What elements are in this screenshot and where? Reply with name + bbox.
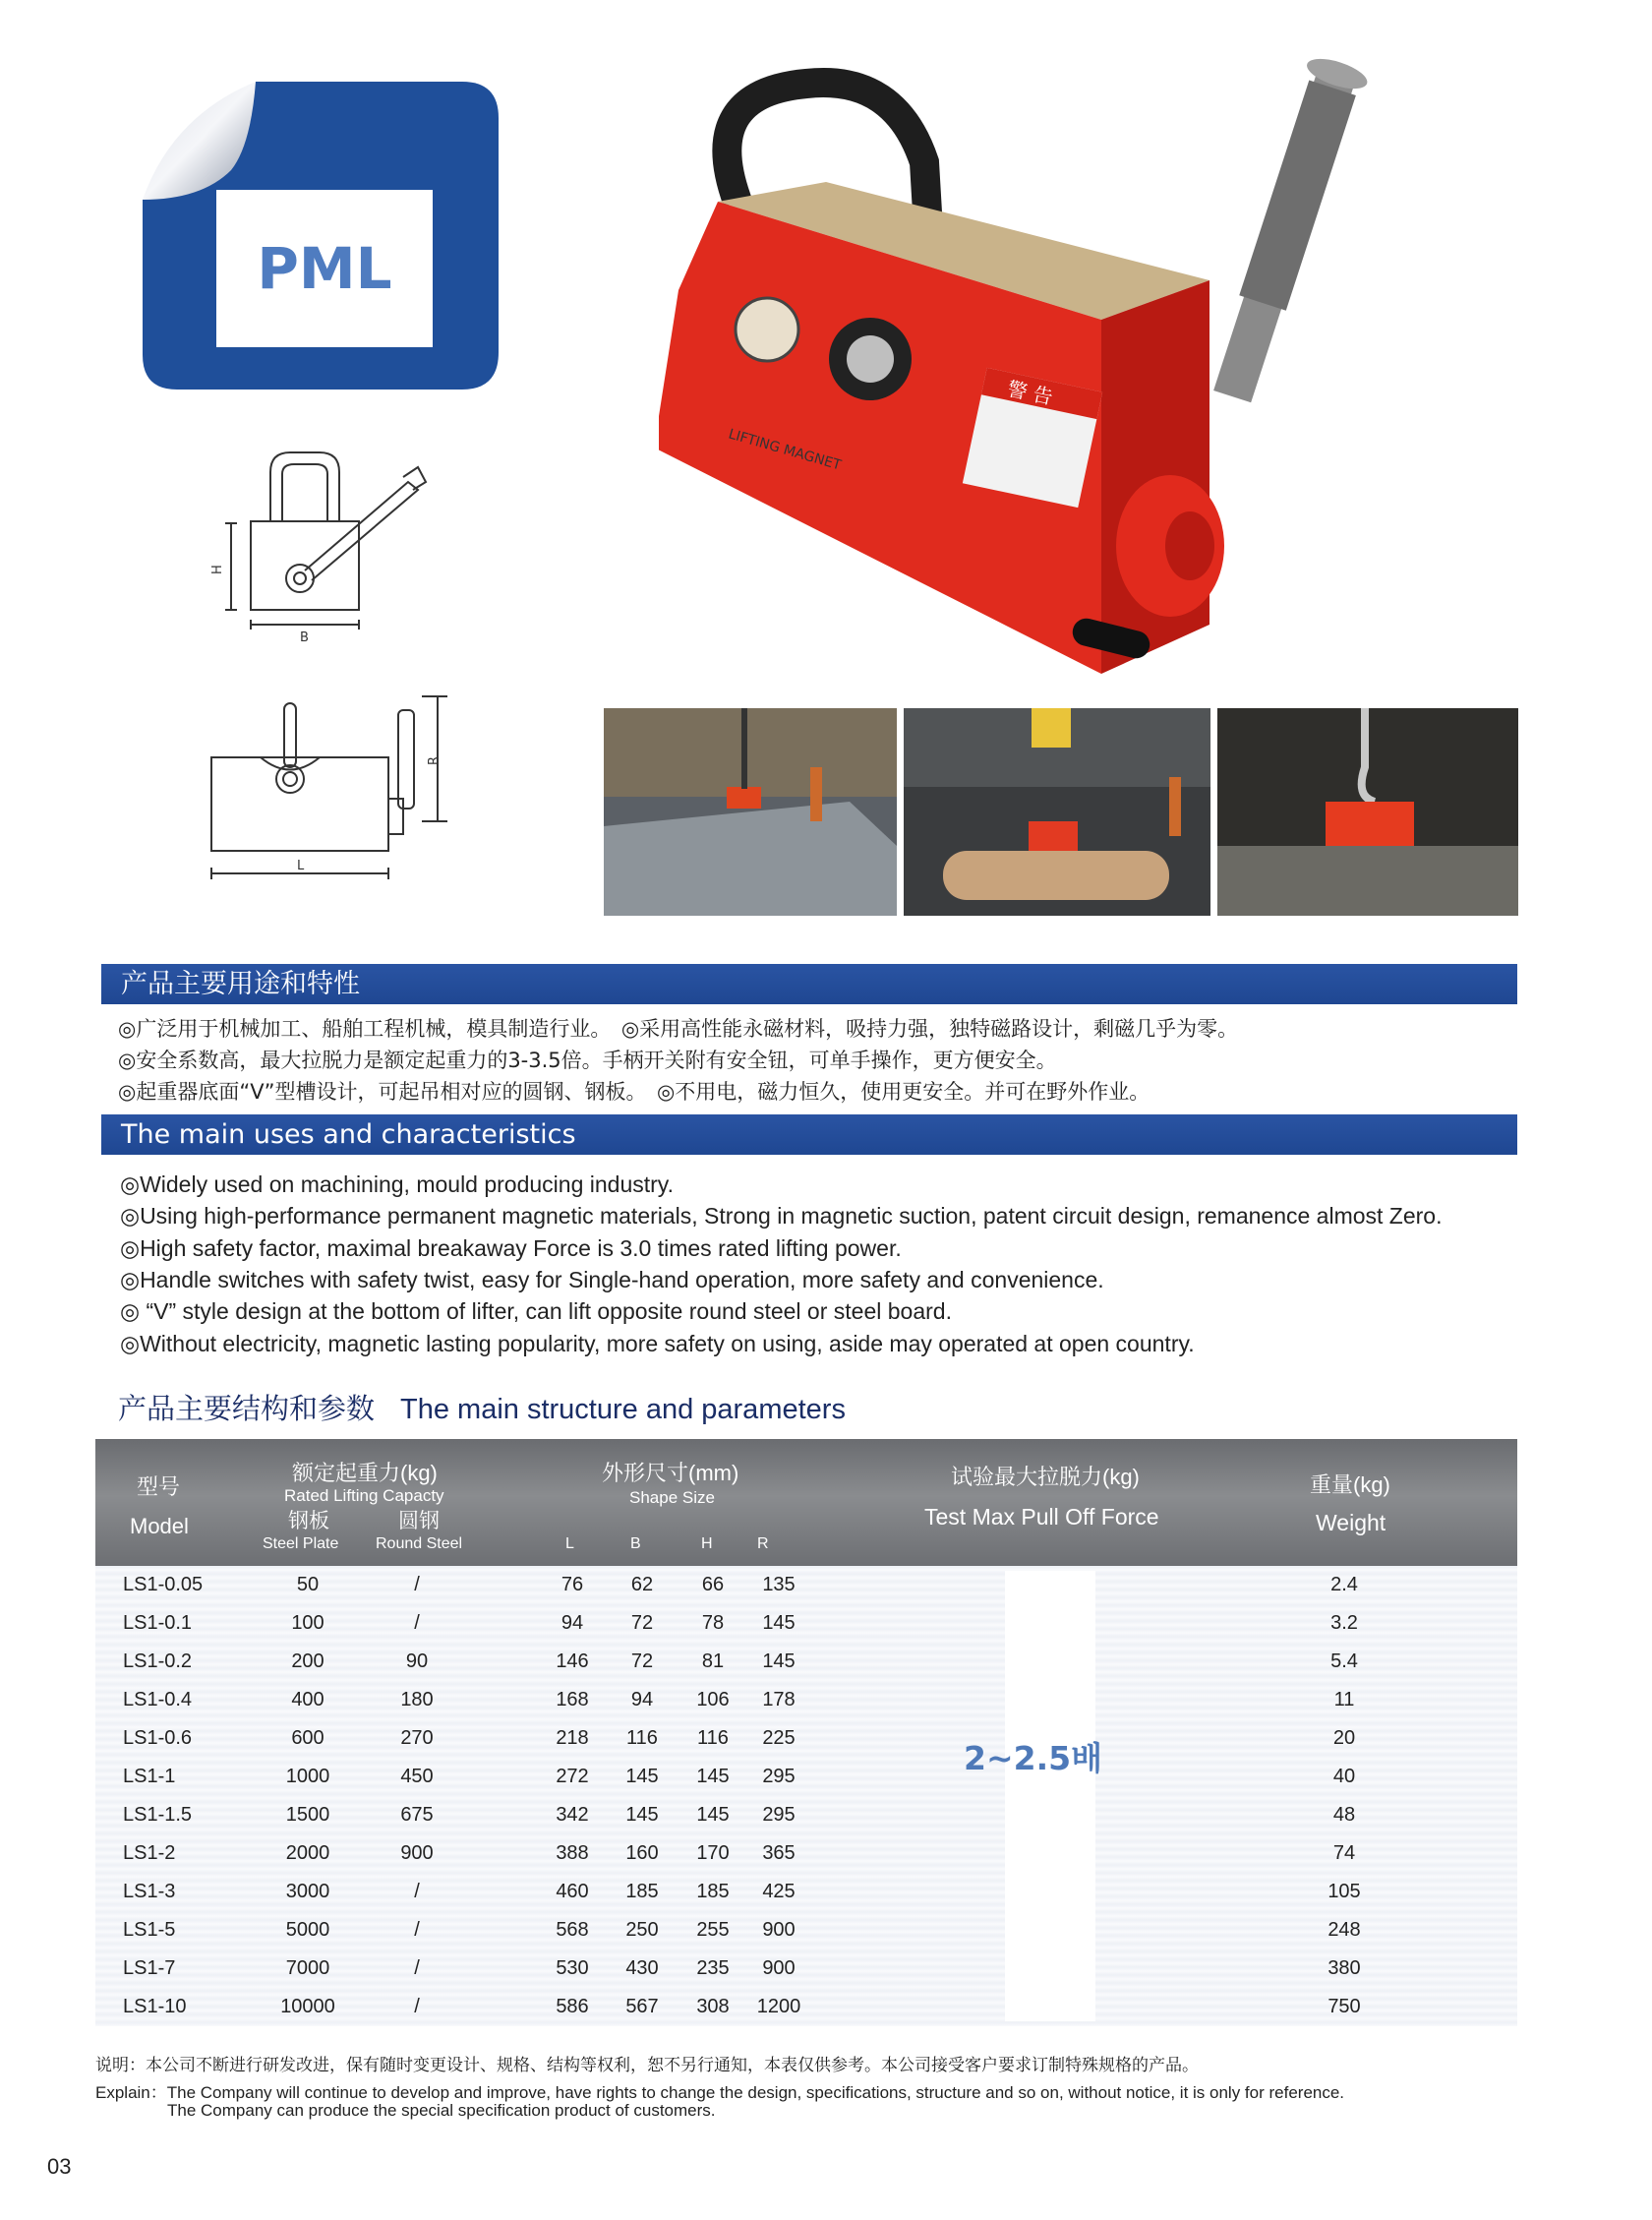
cn-feature-line-2: ◎安全系数高，最大拉脱力是额定起重力的3-3.5倍。手柄开关附有安全钮，可单手操作，更方便安全。 xyxy=(118,1049,1057,1072)
cell-b: 430 xyxy=(625,1957,659,1979)
cell-plate: 1500 xyxy=(285,1804,330,1826)
front-dimension-diagram xyxy=(211,443,457,659)
cell-round: 675 xyxy=(400,1804,434,1826)
table-row xyxy=(95,1950,1517,1988)
cell-r: 135 xyxy=(762,1574,796,1595)
cell-h: 255 xyxy=(696,1919,730,1941)
cell-l: 530 xyxy=(556,1957,589,1979)
section-header-cn: 产品主要用途和特性 xyxy=(101,964,1517,1004)
th-plate-en: Steel Plate xyxy=(263,1535,339,1552)
cell-r: 145 xyxy=(762,1612,796,1634)
cell-h: 66 xyxy=(701,1574,725,1595)
cell-plate: 200 xyxy=(291,1650,324,1672)
pull-force-value: 2~2.5배 xyxy=(964,1739,1102,1777)
cell-weight: 48 xyxy=(1332,1804,1356,1826)
cell-r: 145 xyxy=(762,1650,796,1672)
cell-r: 365 xyxy=(762,1842,796,1864)
cell-h: 145 xyxy=(696,1766,730,1787)
cell-round: 900 xyxy=(400,1842,434,1864)
cell-plate: 7000 xyxy=(285,1957,330,1979)
cell-model: LS1-1.5 xyxy=(123,1804,193,1826)
cell-round: / xyxy=(414,1957,420,1979)
th-round-cn: 圆钢 xyxy=(398,1510,440,1532)
cell-round: / xyxy=(414,1881,420,1902)
th-plate-cn: 钢板 xyxy=(288,1510,329,1532)
note-cn: 说明：本公司不断进行研发改进，保有随时变更设计、规格、结构等权利，恕不另行通知，本表仅供参考。本公司接受客户要求订制特殊规格的产品。 xyxy=(95,2056,1199,2074)
th-b: B xyxy=(630,1535,641,1552)
th-round-en: Round Steel xyxy=(376,1535,463,1552)
cell-r: 225 xyxy=(762,1727,796,1749)
page-number: 03 xyxy=(47,2154,72,2179)
note-en-2: The Company can produce the special specification product of customers. xyxy=(167,2101,716,2120)
cell-h: 185 xyxy=(696,1881,730,1902)
table-row xyxy=(95,1988,1517,2026)
th-capacity-cn: 额定起重力(kg) xyxy=(292,1461,438,1485)
table-row xyxy=(95,1643,1517,1681)
cell-model: LS1-0.05 xyxy=(123,1574,204,1595)
cell-plate: 5000 xyxy=(285,1919,330,1941)
cn-feature-line-1: ◎广泛用于机械加工、船舶工程机械，模具制造行业。 ◎采用高性能永磁材料，吸持力强，独特磁路设计，剩磁几乎为零。 xyxy=(118,1017,1239,1041)
cell-h: 308 xyxy=(696,1996,730,2017)
th-model-en: Model xyxy=(130,1514,189,1538)
table-row xyxy=(95,1758,1517,1796)
en-feature-line-6: ◎Without electricity, magnetic lasting popularity, more safety on using, aside may operated at open country. xyxy=(120,1331,1195,1356)
params-title-cn: 产品主要结构和参数 xyxy=(118,1392,376,1425)
cell-model: LS1-10 xyxy=(123,1996,187,2017)
cell-round: / xyxy=(414,1996,420,2017)
cell-model: LS1-3 xyxy=(123,1881,176,1902)
cell-l: 76 xyxy=(560,1574,584,1595)
cell-weight: 105 xyxy=(1328,1881,1361,1902)
cn-feature-line-3: ◎起重器底面“V”型槽设计，可起吊相对应的圆钢、钢板。 ◎不用电，磁力恒久，使用更安全。并可在野外作业。 xyxy=(118,1080,1150,1104)
cell-b: 62 xyxy=(630,1574,654,1595)
cell-model: LS1-0.4 xyxy=(123,1689,193,1710)
params-table-body xyxy=(95,1566,1517,2026)
en-feature-line-2: ◎Using high-performance permanent magnetic materials, Strong in magnetic suction, patent circuit design, remanence almost Zero. xyxy=(120,1203,1443,1229)
cell-h: 106 xyxy=(696,1689,730,1710)
cell-h: 81 xyxy=(701,1650,725,1672)
cell-b: 145 xyxy=(625,1766,659,1787)
cell-model: LS1-5 xyxy=(123,1919,176,1941)
usage-photo-steel-plate xyxy=(604,708,897,916)
cell-weight: 20 xyxy=(1332,1727,1356,1749)
cell-weight: 11 xyxy=(1333,1689,1355,1710)
cell-weight: 74 xyxy=(1332,1842,1356,1864)
params-title xyxy=(118,1387,846,1427)
cell-model: LS1-0.2 xyxy=(123,1650,193,1672)
cell-plate: 10000 xyxy=(280,1996,335,2017)
table-row xyxy=(95,1566,1517,1604)
table-row xyxy=(95,1681,1517,1719)
usage-photo-steel-block xyxy=(1217,708,1518,916)
th-r: R xyxy=(757,1535,769,1552)
usage-photo-round-steel xyxy=(904,708,1210,916)
th-size-en: Shape Size xyxy=(629,1488,715,1507)
product-hero-image xyxy=(659,34,1465,703)
cell-plate: 100 xyxy=(291,1612,324,1634)
cell-r: 178 xyxy=(762,1689,796,1710)
cell-r: 425 xyxy=(762,1881,796,1902)
cell-model: LS1-2 xyxy=(123,1842,176,1864)
cell-l: 568 xyxy=(556,1919,589,1941)
th-model-cn: 型号 xyxy=(137,1474,181,1499)
certification-emblem-icon xyxy=(736,298,798,361)
cell-r: 1200 xyxy=(756,1996,801,2017)
cell-round: 270 xyxy=(400,1727,434,1749)
side-dimension-diagram xyxy=(202,689,462,895)
cell-l: 272 xyxy=(556,1766,589,1787)
dim-b-label: B xyxy=(300,630,309,645)
cell-h: 78 xyxy=(701,1612,725,1634)
th-weight-cn: 重量(kg) xyxy=(1310,1472,1390,1497)
table-row xyxy=(95,1796,1517,1834)
cell-l: 388 xyxy=(556,1842,589,1864)
th-pull-en: Test Max Pull Off Force xyxy=(924,1504,1159,1530)
cell-weight: 380 xyxy=(1328,1957,1361,1979)
cell-b: 72 xyxy=(630,1650,654,1672)
cell-plate: 1000 xyxy=(285,1766,330,1787)
cell-model: LS1-1 xyxy=(123,1766,176,1787)
dim-r-label: R xyxy=(427,755,442,765)
table-row xyxy=(95,1604,1517,1643)
cell-h: 116 xyxy=(697,1727,729,1749)
table-row xyxy=(95,1873,1517,1911)
cell-r: 900 xyxy=(762,1919,796,1941)
pull-force-column xyxy=(1005,1571,1095,2021)
cell-model: LS1-0.1 xyxy=(123,1612,193,1634)
cell-round: / xyxy=(414,1612,420,1634)
cell-round: / xyxy=(414,1574,420,1595)
cell-plate: 400 xyxy=(291,1689,324,1710)
cell-l: 342 xyxy=(556,1804,589,1826)
table-header xyxy=(95,1439,1517,1566)
cell-plate: 2000 xyxy=(285,1842,330,1864)
cell-weight: 248 xyxy=(1328,1919,1361,1941)
logo-text: PML xyxy=(216,190,433,347)
dim-h-label: H xyxy=(211,565,225,574)
cell-r: 295 xyxy=(762,1804,796,1826)
warning-title: 警 告 xyxy=(1005,376,1055,410)
cell-r: 900 xyxy=(762,1957,796,1979)
cell-model: LS1-0.6 xyxy=(123,1727,193,1749)
cell-l: 460 xyxy=(556,1881,589,1902)
body-side xyxy=(1101,280,1210,674)
cell-r: 295 xyxy=(762,1766,796,1787)
en-feature-line-4: ◎Handle switches with safety twist, easy for Single-hand operation, more safety and convenience. xyxy=(120,1267,1104,1292)
cell-b: 94 xyxy=(630,1689,654,1710)
cell-h: 235 xyxy=(696,1957,730,1979)
cell-round: / xyxy=(414,1919,420,1941)
cell-l: 146 xyxy=(556,1650,589,1672)
table-row xyxy=(95,1911,1517,1950)
th-weight-en: Weight xyxy=(1316,1510,1386,1535)
th-l: L xyxy=(565,1535,574,1552)
cell-b: 145 xyxy=(625,1804,659,1826)
cell-weight: 5.4 xyxy=(1330,1650,1358,1672)
cell-l: 586 xyxy=(556,1996,589,2017)
cell-plate: 600 xyxy=(291,1727,324,1749)
cell-b: 250 xyxy=(625,1919,659,1941)
cell-h: 145 xyxy=(696,1804,730,1826)
table-row xyxy=(95,1719,1517,1758)
en-feature-line-1: ◎Widely used on machining, mould producing industry. xyxy=(120,1171,674,1197)
th-h: H xyxy=(701,1535,713,1552)
cell-b: 160 xyxy=(625,1842,659,1864)
cell-weight: 750 xyxy=(1328,1996,1361,2017)
cell-model: LS1-7 xyxy=(123,1957,176,1979)
cell-b: 185 xyxy=(625,1881,659,1902)
params-title-en: The main structure and parameters xyxy=(400,1394,846,1425)
cell-round: 90 xyxy=(405,1650,429,1672)
en-feature-line-3: ◎High safety factor, maximal breakaway Force is 3.0 times rated lifting power. xyxy=(120,1235,902,1261)
section-header-en: The main uses and characteristics xyxy=(101,1114,1517,1155)
cell-b: 567 xyxy=(625,1996,659,2017)
cell-round: 450 xyxy=(400,1766,434,1787)
cell-weight: 2.4 xyxy=(1330,1574,1358,1595)
cell-round: 180 xyxy=(400,1689,434,1710)
body-label-text: LIFTING MAGNET xyxy=(726,426,844,474)
cell-plate: 50 xyxy=(296,1574,320,1595)
cell-plate: 3000 xyxy=(285,1881,330,1902)
en-feature-line-5: ◎ “V” style design at the bottom of lifter, can lift opposite round steel or steel board. xyxy=(120,1298,952,1324)
dim-l-label: L xyxy=(297,859,305,873)
th-pull-cn: 试验最大拉脱力(kg) xyxy=(951,1465,1140,1489)
note-en-1: Explain：The Company will continue to develop and improve, have rights to change the design, specifications, structure and so on, without notice, it is only for reference. xyxy=(95,2083,1345,2102)
th-size-cn: 外形尺寸(mm) xyxy=(602,1461,739,1485)
cell-b: 72 xyxy=(630,1612,654,1634)
cell-l: 168 xyxy=(556,1689,589,1710)
cell-weight: 40 xyxy=(1332,1766,1356,1787)
cell-l: 218 xyxy=(556,1727,589,1749)
table-row xyxy=(95,1834,1517,1873)
lever-handle xyxy=(1203,53,1371,406)
cell-weight: 3.2 xyxy=(1330,1612,1358,1634)
th-capacity-en: Rated Lifting Capacty xyxy=(284,1486,444,1505)
cell-b: 116 xyxy=(626,1727,658,1749)
cell-h: 170 xyxy=(696,1842,730,1864)
cell-l: 94 xyxy=(560,1612,584,1634)
